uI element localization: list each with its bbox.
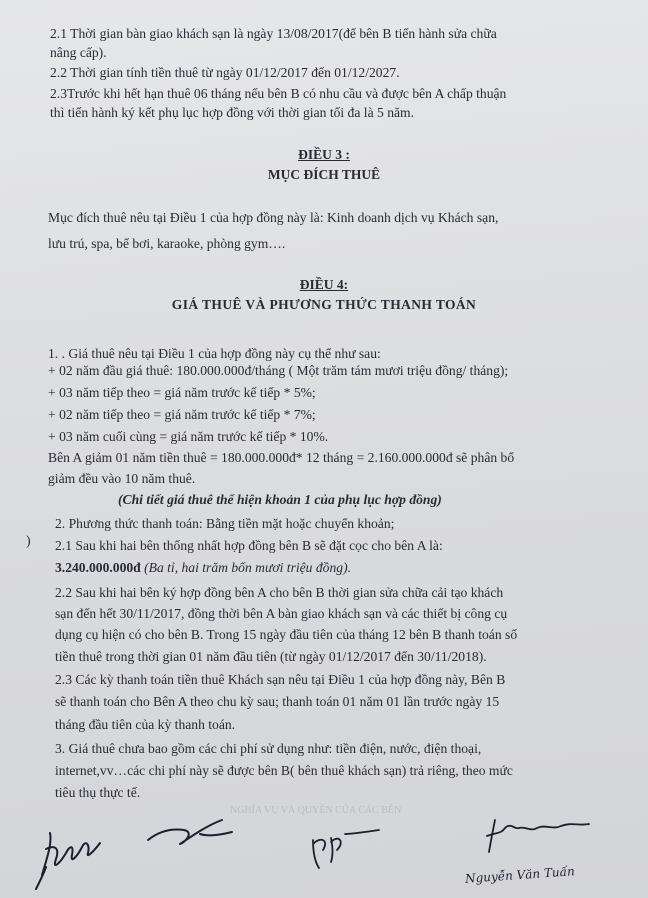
clause-2-1-line-2: nâng cấp). — [50, 45, 107, 60]
deposit-amount-words: (Ba tỉ, hai trăm bốn mươi triệu đồng). — [140, 560, 351, 575]
clause-2-1: 2.1 Sau khi hai bên thống nhất hợp đồng bên B sẽ đặt cọc cho bên A là: — [55, 538, 443, 553]
article-3-heading: ĐIỀU 3 : — [298, 147, 350, 162]
clause-2-2-line-1: 2.2 Sau khi hai bên ký hợp đồng bên A cho bên B thời gian sửa chữa cải tạo khách — [55, 585, 504, 600]
margin-bracket-mark: ) — [26, 534, 31, 549]
signature-3 — [305, 820, 395, 875]
handwritten-name: Nguyễn Văn Tuấn — [464, 864, 576, 886]
clause-2-2-line-2: sạn đến hết 30/11/2017, đồng thời bên A bàn giao khách sạn và các thiết bị công cụ — [55, 606, 508, 621]
clause-1-discount-line-2: giảm đều vào 10 năm thuê. — [48, 471, 196, 486]
clause-2-1-line-1: 2.1 Thời gian bàn giao khách sạn là ngày 13/08/2017(để bên B tiến hành sửa chữa — [50, 26, 497, 41]
clause-2-3-line-2: thì tiến hành ký kết phụ lục hợp đồng với thời gian tối đa là 5 năm. — [50, 105, 414, 120]
article-3-text-line-1: Mục đích thuê nêu tại Điều 1 của hợp đồng này là: Kinh doanh dịch vụ Khách sạn, — [48, 210, 499, 225]
clause-2-2: 2.2 Thời gian tính tiền thuê từ ngày 01/12/2017 đến 01/12/2027. — [50, 65, 400, 80]
clause-2-2-line-4: tiền thuê trong thời gian 01 năm đầu tiên (từ ngày 01/12/2017 đến 30/11/2018). — [55, 649, 487, 664]
article-3-title: MỤC ĐÍCH THUÊ — [267, 167, 381, 182]
clause-2-1-amount-line — [55, 559, 351, 577]
signature-1 — [30, 815, 120, 895]
clause-1-discount-line-1: Bên A giảm 01 năm tiền thuê = 180.000.000đ* 12 tháng = 2.160.000.000đ sẽ phân bổ — [48, 450, 515, 465]
clause-1: 1. . Giá thuê nêu tại Điều 1 của hợp đồng này cụ thể như sau: — [48, 346, 381, 361]
signature-4 — [475, 810, 595, 860]
clause-1-next-3-years: + 03 năm tiếp theo = giá năm trước kế tiếp * 5%; — [48, 385, 316, 400]
clause-1-last-3-years: + 03 năm cuối cùng = giá năm trước kế tiếp * 10%. — [48, 429, 329, 444]
article-3-text-line-2: lưu trú, spa, bể bơi, karaoke, phòng gym…. — [48, 236, 286, 251]
clause-3-line-1: 3. Giá thuê chưa bao gồm các chi phí sử dụng như: tiền điện, nước, điện thoại, — [55, 741, 482, 756]
clause-2-3-payment-line-2: sẽ thanh toán cho Bên A theo chu kỳ sau; thanh toán 01 năm 01 lần trước ngày 15 — [55, 694, 500, 709]
clause-1-first-years: + 02 năm đầu giá thuê: 180.000.000đ/tháng ( Một trăm tám mươi triệu đồng/ tháng); — [48, 363, 509, 378]
bleed-through-text: NGHĨA VỤ VÀ QUYỀN CỦA CÁC BÊN — [230, 805, 402, 816]
clause-2-3-payment-line-1: 2.3 Các kỳ thanh toán tiền thuê Khách sạn nêu tại Điều 1 của hợp đồng này, Bên B — [55, 672, 506, 687]
clause-2: 2. Phương thức thanh toán: Bằng tiền mặt hoặc chuyển khoản; — [55, 516, 395, 531]
clause-2-2-line-3: dụng cụ hiện có cho bên B. Trong 15 ngày đầu tiên của tháng 12 bên B thanh toán số — [55, 627, 518, 642]
article-4-title: GIÁ THUÊ VÀ PHƯƠNG THỨC THANH TOÁN — [171, 297, 477, 312]
signature-2 — [140, 810, 240, 860]
article-4-heading: ĐIỀU 4: — [299, 277, 349, 292]
deposit-amount: 3.240.000.000đ — [55, 560, 141, 575]
clause-3-line-3: tiêu thụ thực tế. — [55, 785, 141, 800]
clause-3-line-2: internet,vv…các chi phí này sẽ được bên B( bên thuê khách sạn) trả riêng, theo mức — [55, 763, 513, 778]
clause-2-3-payment-line-3: tháng đầu tiên của kỳ thanh toán. — [55, 717, 236, 732]
clause-1-next-2-years: + 02 năm tiếp theo = giá năm trước kế tiếp * 7%; — [48, 407, 316, 422]
clause-2-3-line-1: 2.3Trước khi hết hạn thuê 06 tháng nếu bên B có nhu cầu và được bên A chấp thuận — [50, 86, 507, 101]
clause-1-appendix-note: (Chi tiết giá thuê thể hiện khoản 1 của phụ lục hợp đồng) — [118, 492, 442, 507]
